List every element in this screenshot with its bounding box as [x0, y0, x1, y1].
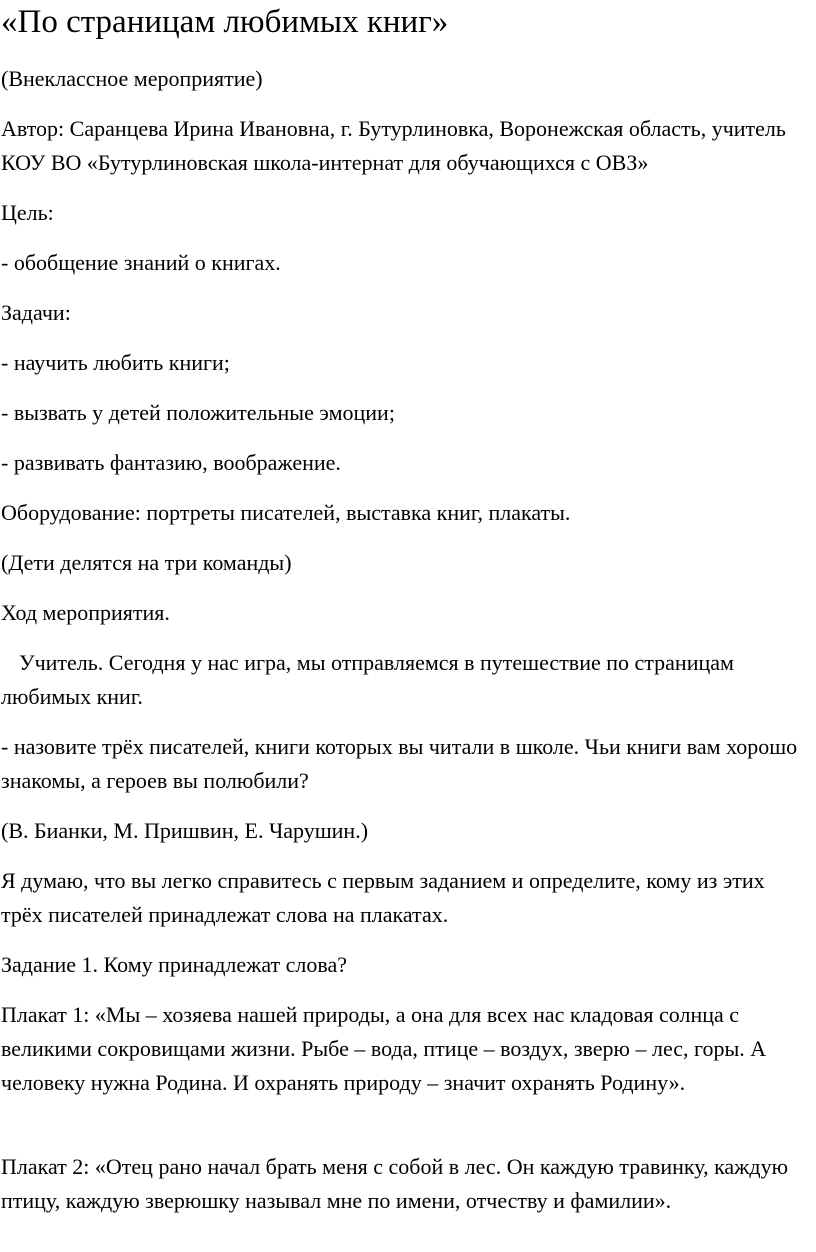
goal-heading: Цель: — [1, 200, 54, 225]
task-item-3: - развивать фантазию, воображение. — [1, 450, 341, 475]
answer-paragraph: (В. Бианки, М. Пришвин, Е. Чарушин.) — [1, 818, 369, 843]
author-paragraph: Автор: Саранцева Ирина Ивановна, г. Бутурлиновка, Воронежская область, учитель КОУ ВО «Бутурлиновская школа-интернат для обучающихся с ОВЗ» — [1, 116, 786, 175]
goal-item: - обобщение знаний о книгах. — [1, 250, 281, 275]
poster-2-paragraph: Плакат 2: «Отец рано начал брать меня с собой в лес. Он каждую травинку, каждую птицу, каждую зверюшку называл мне по имени, отчеству и фамилии». — [1, 1154, 789, 1213]
poster-1-paragraph: Плакат 1: «Мы – хозяева нашей природы, а она для всех нас кладовая солнца с великими сокровищами жизни. Рыбе – вода, птице – воздух, зверю – лес, горы. А человеку нужна Родина. И охранять природу – значит охранять Родину». — [1, 1002, 767, 1095]
subtitle-paragraph: (Внеклассное мероприятие) — [1, 66, 263, 91]
question-paragraph: - назовите трёх писателей, книги которых вы читали в школе. Чьи книги вам хорошо знакомы, а героев вы полюбили? — [1, 734, 798, 793]
teacher-intro-paragraph: Учитель. Сегодня у нас игра, мы отправляемся в путешествие по страницам любимых книг. — [1, 650, 734, 709]
task-item-1: - научить любить книги; — [1, 350, 230, 375]
equipment-paragraph: Оборудование: портреты писателей, выставка книг, плакаты. — [1, 500, 571, 525]
teams-paragraph: (Дети делятся на три команды) — [1, 550, 292, 575]
task-intro-paragraph: Я думаю, что вы легко справитесь с первым заданием и определите, кому из этих трёх писателей принадлежат слова на плакатах. — [1, 868, 765, 927]
tasks-heading: Задачи: — [1, 300, 71, 325]
assignment-1-heading: Задание 1. Кому принадлежат слова? — [1, 952, 348, 977]
task-item-2: - вызвать у детей положительные эмоции; — [1, 400, 395, 425]
event-progress-heading: Ход мероприятия. — [1, 600, 170, 625]
document-title: «По страницам любимых книг» — [1, 4, 449, 40]
